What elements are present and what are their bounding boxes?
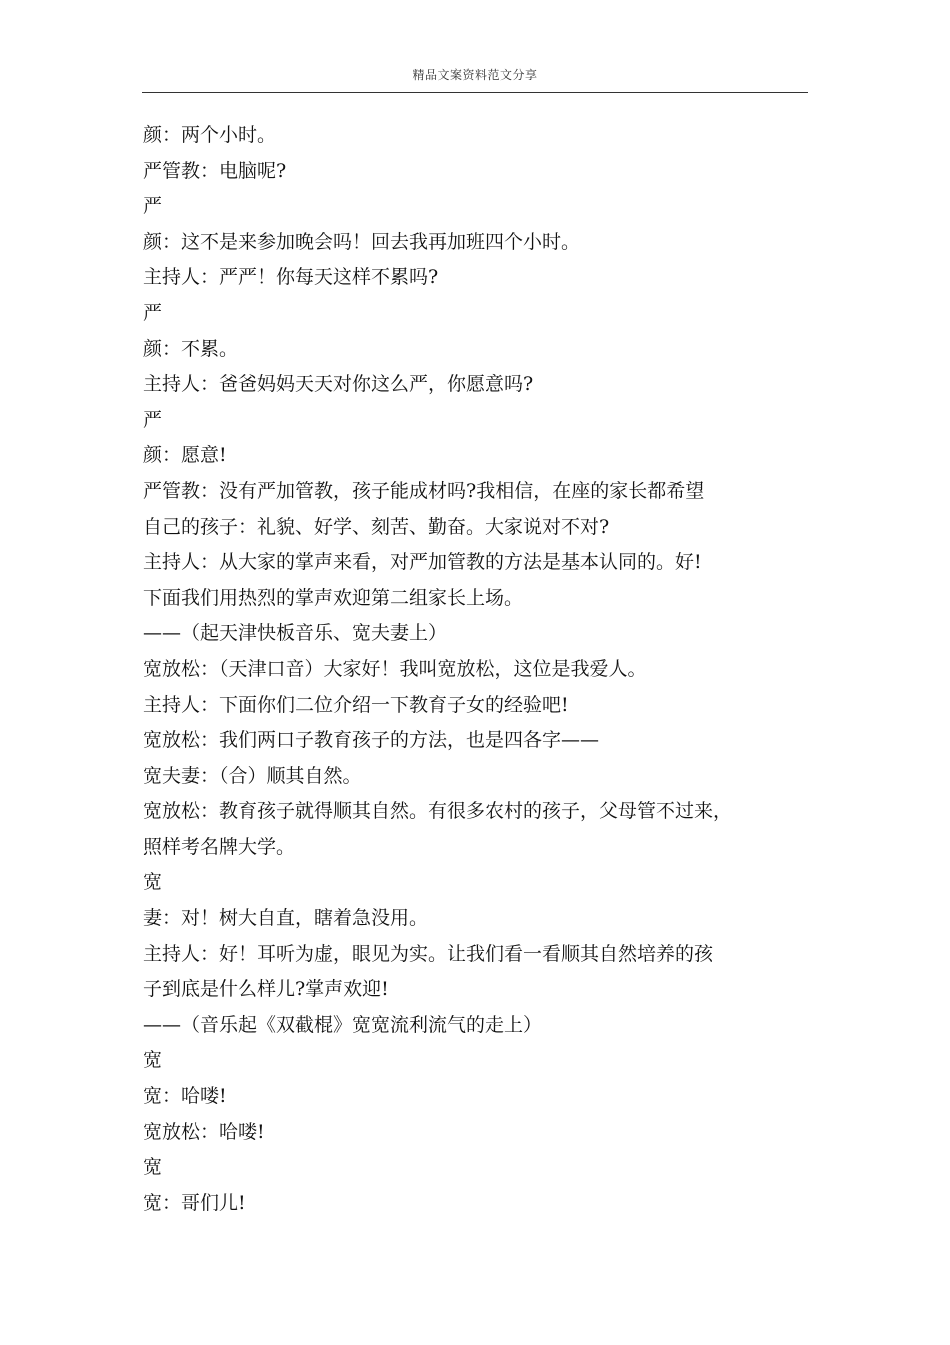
script-line: 宽放松：教育孩子就得顺其自然。有很多农村的孩子，父母管不过来， xyxy=(143,800,733,823)
script-line: 宽 xyxy=(143,1049,163,1072)
script-line: 自己的孩子：礼貌、好学、刻苦、勤奋。大家说对不对? xyxy=(143,515,610,538)
script-line: ——（音乐起《双截棍》宽宽流利流气的走上） xyxy=(143,1013,543,1036)
script-line: 颜：不累。 xyxy=(143,337,239,360)
script-line: 宽夫妻：（合）顺其自然。 xyxy=(143,764,362,787)
script-line: 主持人：下面你们二位介绍一下教育子女的经验吧! xyxy=(143,693,569,716)
script-line: ——（起天津快板音乐、宽夫妻上） xyxy=(143,622,448,645)
script-body xyxy=(143,118,803,1221)
script-line: 宽：哈喽! xyxy=(143,1085,227,1108)
script-line: 宽放松：（天津口音）大家好！我叫宽放松，这位是我爱人。 xyxy=(143,657,647,680)
script-line: 严 xyxy=(143,408,163,431)
script-line: 主持人：好！耳听为虚，眼见为实。让我们看一看顺其自然培养的孩 xyxy=(143,942,714,965)
script-line: 主持人：爸爸妈妈天天对你这么严，你愿意吗? xyxy=(143,373,534,396)
script-line: 宽：哥们儿! xyxy=(143,1191,246,1214)
script-line: 主持人：从大家的掌声来看，对严加管教的方法是基本认同的。好! xyxy=(143,551,702,574)
header-title: 精品文案资料范文分享 xyxy=(412,68,538,82)
script-line: 颜：两个小时。 xyxy=(143,124,277,146)
script-line: 宽放松：我们两口子教育孩子的方法，也是四各字—— xyxy=(143,729,600,752)
script-line: 宽 xyxy=(143,1156,163,1179)
script-line: 下面我们用热烈的掌声欢迎第二组家长上场。 xyxy=(143,586,524,609)
script-line: 严管教：没有严加管教，孩子能成材吗?我相信，在座的家长都希望 xyxy=(143,479,705,502)
script-line: 严 xyxy=(143,195,163,218)
page-header xyxy=(142,62,808,93)
script-line: 照样考名牌大学。 xyxy=(143,835,296,858)
script-line: 颜：愿意! xyxy=(143,444,227,467)
script-line: 主持人：严严！你每天这样不累吗? xyxy=(143,266,439,289)
script-line: 宽 xyxy=(143,871,163,894)
script-line: 宽放松：哈喽! xyxy=(143,1120,265,1143)
script-line: 子到底是什么样儿?掌声欢迎! xyxy=(143,978,389,1001)
script-line: 妻：对！树大自直，瞎着急没用。 xyxy=(143,907,429,930)
script-line: 颜：这不是来参加晚会吗！回去我再加班四个小时。 xyxy=(143,230,581,253)
script-line: 严管教：电脑呢? xyxy=(143,159,287,182)
script-line: 严 xyxy=(143,301,163,324)
